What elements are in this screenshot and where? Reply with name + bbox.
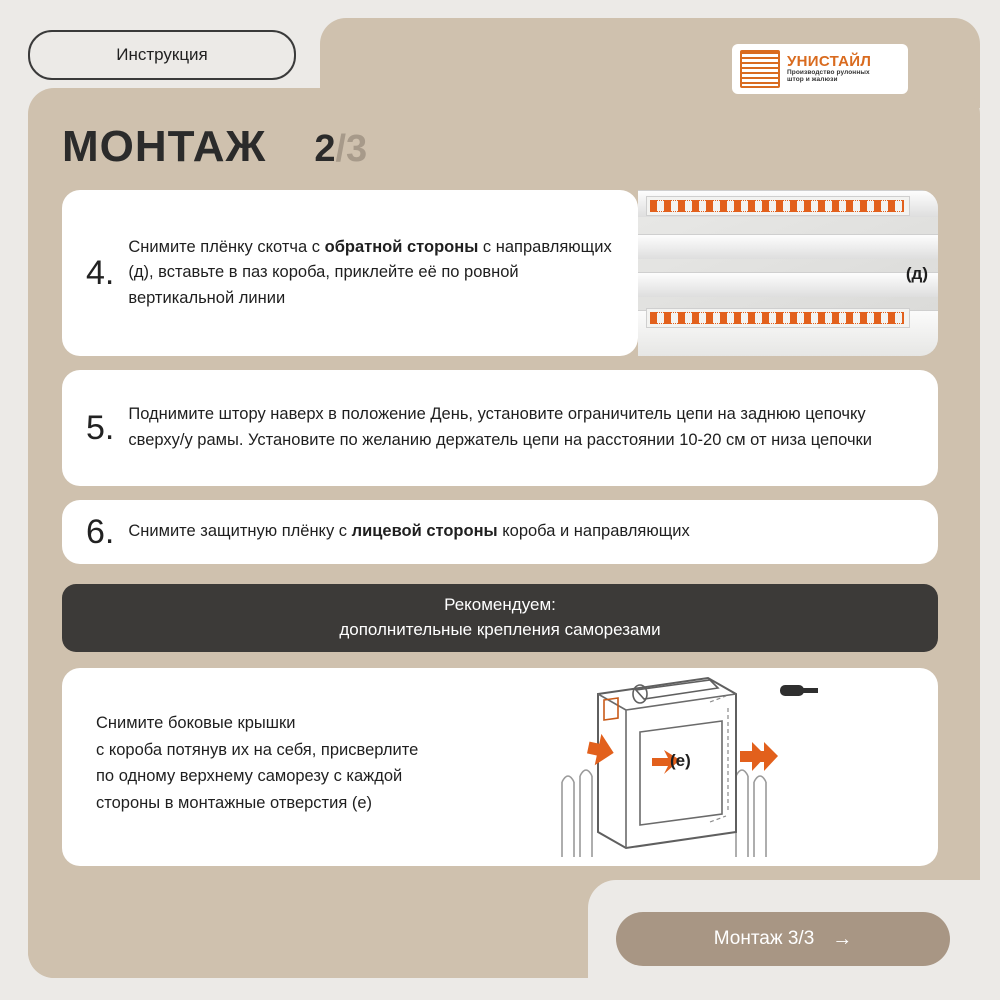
page-title-main: МОНТАЖ [62,122,267,171]
step-5-number: 5. [86,408,115,447]
step-card-6 [62,500,938,564]
tape-marker-bottom [650,312,904,324]
step-6-text [128,519,689,545]
panel-bottom-beige [28,880,588,978]
page-counter-total: 3 [346,128,368,170]
photo-label-d: (д) [905,264,928,283]
next-page-button[interactable] [616,912,950,966]
page-counter-current: 2 [314,128,336,170]
screwdriver-icon [780,685,818,696]
tape-marker-top [650,200,904,212]
recommendation-banner [62,584,938,652]
step-6-text-bold: лицевой стороны [351,522,498,541]
step-4-text-part1: Снимите плёнку скотча с [128,237,325,256]
step-6-text-part1: Снимите защитную плёнку с [128,522,352,541]
next-page-label: Монтаж 3/3 [713,928,815,949]
brand-tagline-line2: штор и жалюзи [787,75,838,83]
final-line4: стороны в монтажные отверстия (е) [96,794,373,813]
brand-logo-text [787,54,871,83]
step-4-text-bold: обратной стороны [324,237,479,256]
arrow-right-icon: → [832,927,853,950]
recommendation-line1: Рекомендуем: [444,595,556,615]
step-4-content [62,190,638,356]
step-4-text [128,235,614,312]
step-4-number: 4. [86,253,115,292]
page-title [62,122,367,172]
brand-tagline-line1: Производство рулонных [787,69,870,77]
roller-blind-diagram [540,672,830,862]
step-card-5 [62,370,938,486]
final-line3: по одному верхнему саморезу с каждой [96,767,403,786]
brand-name: УНИСТАЙЛ [787,53,872,71]
page-counter-separator: / [335,128,347,170]
step-6-text-part2: короба и направляющих [497,522,690,541]
step-5-content [62,370,938,486]
step-6-number: 6. [86,512,115,551]
step-6-content [62,500,938,564]
instruction-tab[interactable] [28,30,296,80]
blinds-icon [740,50,780,88]
step-card-4 [62,190,638,356]
instruction-tab-label: Инструкция [116,45,208,64]
drawing-label-e: (е) [670,751,691,770]
brand-logo [732,44,908,94]
page-counter [314,128,367,171]
final-line2: с короба потянув их на себя, присверлите [96,740,419,759]
step-4-text-part2: с направляющих (д), вставьте в паз короба, приклейте её по ровной вертикальной линии [128,237,612,307]
final-line1: Снимите боковые крышки [96,714,296,732]
recommendation-line2: дополнительные крепления саморезами [339,620,661,639]
step-5-text: Поднимите штору наверх в положение День, установите ограничитель цепи на заднюю цепочку сверху/у рамы. Установите по желанию держатель цепи на расстоянии 10-20 см от низа цепочки [128,405,872,449]
step-4-photo [638,190,938,356]
final-instruction-text [96,710,526,817]
final-drawing [540,672,830,862]
